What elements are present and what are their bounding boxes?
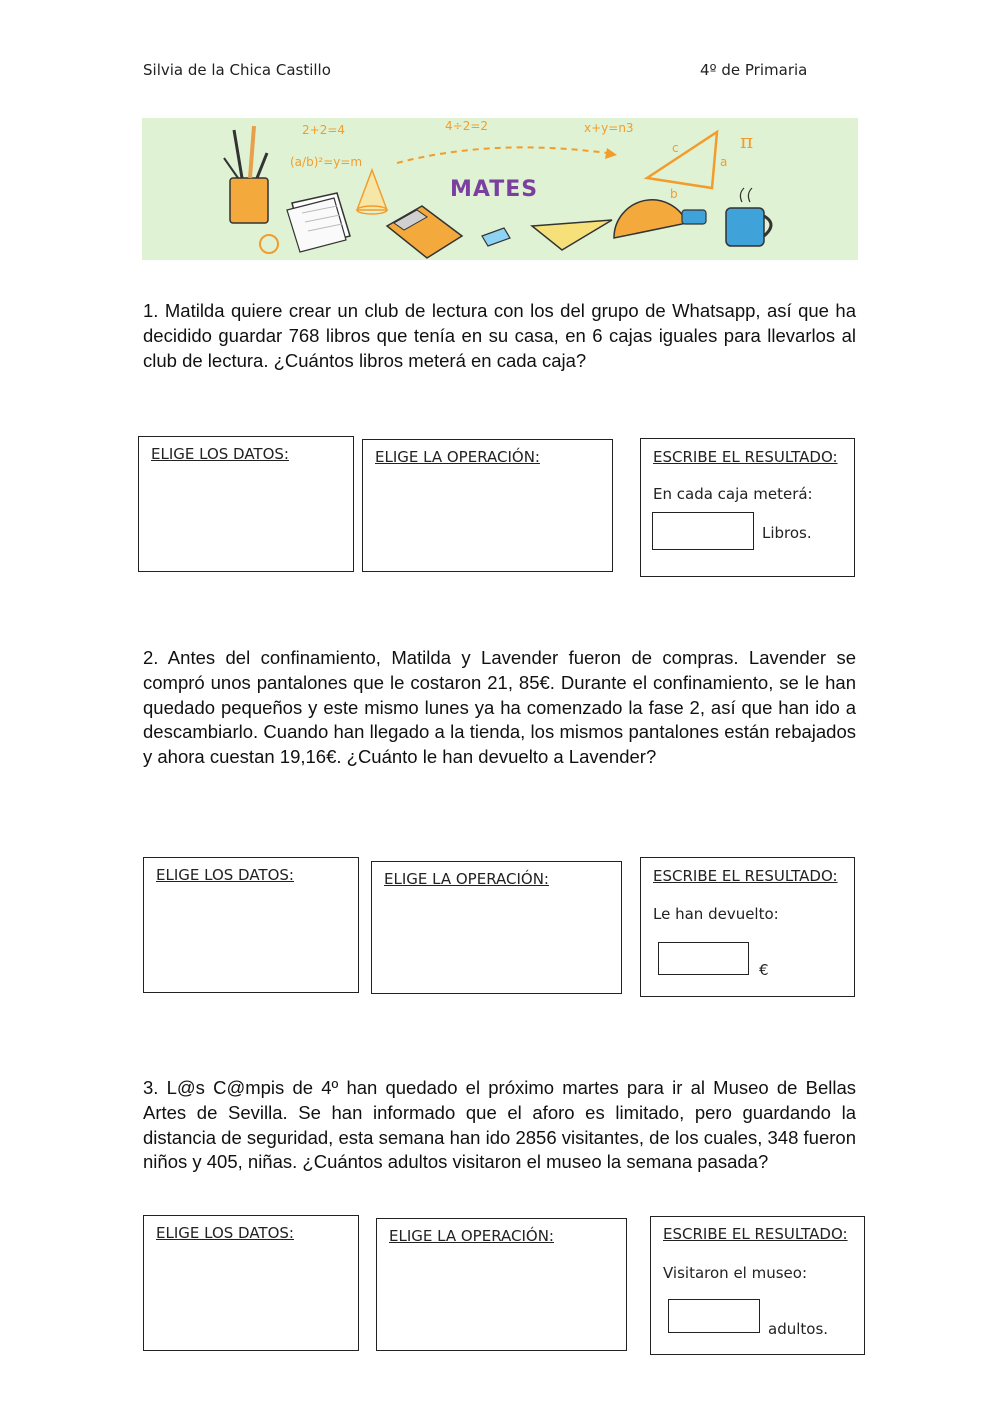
pi-text: π [740,129,754,153]
mug-icon [726,188,771,246]
datos-label: ELIGE LOS DATOS: [151,445,289,463]
problem-1-datos-box[interactable] [138,436,354,572]
resultado-prompt: Visitaron el museo: [663,1264,808,1282]
problem-2-resultado-box [640,857,855,997]
author-name: Silvia de la Chica Castillo [143,61,331,79]
problem-3-resultado-box [650,1216,865,1355]
grade-label: 4º de Primaria [700,61,808,79]
cone-icon [357,170,387,214]
answer-input[interactable] [658,942,749,975]
formula-text: 4÷2=2 [445,119,489,133]
sharpener-icon [682,210,706,224]
formula-decoration: (a/b)²=y=m [290,155,363,169]
protractor-icon [614,200,687,238]
banner-title: MATES [450,177,539,202]
formula-text: x+y=n3 [584,121,634,135]
problem-2-datos-box[interactable] [143,857,359,993]
problem-3-text: 3. L@s C@mpis de 4º han quedado el próximo martes para ir al Museo de Bellas Artes de Sevilla. Se han informado que el aforo es limitado, pero guardando la distancia de seguridad, esta semana han ido 2856 visitantes, de los cuales, 348 fueron niños y 405, niñas. ¿Cuántos adultos visitaron el museo la semana pasada? [143,1077,856,1173]
paper-stack-icon [287,193,350,252]
problem-2-operacion-box[interactable] [371,861,622,994]
problem-1-resultado-box [640,438,855,577]
pencil-cup-icon [224,126,268,223]
resultado-unit: adultos. [768,1320,829,1338]
problem-1-operacion-box[interactable] [362,439,613,572]
svg-text:b: b [670,187,678,201]
resultado-label: ESCRIBE EL RESULTADO: [653,867,838,885]
banner-illustration [142,118,858,260]
operacion-label: ELIGE LA OPERACIÓN: [384,870,549,888]
datos-label: ELIGE LOS DATOS: [156,866,294,884]
resultado-prompt: Le han devuelto: [653,905,779,923]
svg-text:c: c [672,141,679,155]
eraser-icon [482,228,510,246]
datos-label: ELIGE LOS DATOS: [156,1224,294,1242]
resultado-label: ESCRIBE EL RESULTADO: [653,448,838,466]
resultado-prompt: En cada caja meterá: [653,485,813,503]
operacion-label: ELIGE LA OPERACIÓN: [389,1227,554,1245]
answer-input[interactable] [668,1299,760,1333]
problem-1-text: 1. Matilda quiere crear un club de lectura con los del grupo de Whatsapp, así que ha decidido guardar 768 libros que tenía en su casa, en 6 cajas iguales para llevarlos al club de lectura. ¿Cuántos libros meterá en cada caja? [143,300,856,371]
dashed-arrow-icon [397,147,607,163]
answer-input[interactable] [652,512,754,550]
problem-3-operacion-box[interactable] [376,1218,627,1351]
resultado-label: ESCRIBE EL RESULTADO: [663,1225,848,1243]
formula-text: 2+2=4 [302,123,346,137]
circle-icon [260,235,278,253]
resultado-unit: Libros. [762,524,812,542]
set-square-icon [532,220,612,250]
mates-banner [142,118,858,260]
problem-3-datos-box[interactable] [143,1215,359,1351]
triangle-icon [647,132,727,201]
svg-text:a: a [720,155,728,169]
problem-2-text: 2. Antes del confinamiento, Matilda y Lavender fueron de compras. Lavender se compró unos pantalones que le costaron 21, 85€. Durante el confinamiento, se le han quedado pequeños y este mismo lunes ya ha comenzado la fase 2, así que han ido a descambiarlo. Cuando han llegado a la tienda, los mismos pantalones están rebajados y ahora cuestan 19,16€. ¿Cuánto le han devuelto a Lavender? [143,647,856,768]
calculator-icon [387,206,462,258]
resultado-unit: € [759,961,769,979]
operacion-label: ELIGE LA OPERACIÓN: [375,448,540,466]
